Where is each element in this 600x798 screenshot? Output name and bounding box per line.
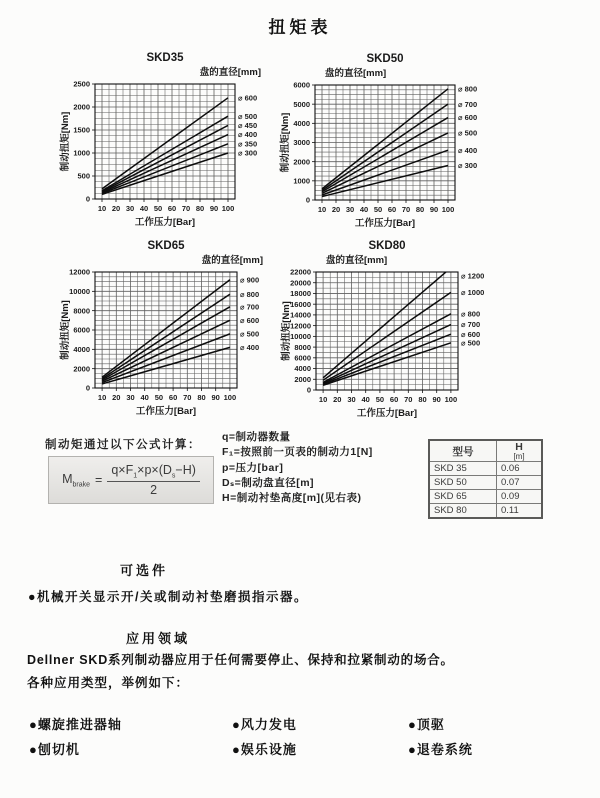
example-wind-power: ●风力发电 bbox=[232, 717, 297, 732]
svg-text:22000: 22000 bbox=[290, 267, 311, 277]
legend-line-h: H=制动衬垫高度[m](见右表) bbox=[222, 492, 362, 505]
svg-text:16000: 16000 bbox=[290, 299, 311, 309]
svg-text:10: 10 bbox=[317, 205, 327, 214]
formula-lhs: $M_{brake}$ bbox=[62, 471, 91, 489]
svg-text:⌀ 700: ⌀ 700 bbox=[461, 320, 481, 330]
brake-torque-formula bbox=[48, 456, 214, 504]
svg-text:⌀ 500: ⌀ 500 bbox=[238, 111, 258, 121]
svg-text:20: 20 bbox=[112, 393, 121, 402]
svg-text:50: 50 bbox=[153, 204, 163, 213]
svg-text:6000: 6000 bbox=[73, 325, 90, 335]
svg-text:⌀ 500: ⌀ 500 bbox=[458, 128, 478, 138]
svg-text:90: 90 bbox=[209, 204, 219, 213]
svg-text:8000: 8000 bbox=[294, 342, 311, 352]
svg-text:10: 10 bbox=[318, 395, 328, 404]
svg-text:12000: 12000 bbox=[290, 321, 311, 331]
svg-text:⌀ 450: ⌀ 450 bbox=[238, 121, 258, 130]
svg-text:20: 20 bbox=[331, 205, 341, 214]
svg-text:50: 50 bbox=[154, 393, 164, 402]
svg-text:5000: 5000 bbox=[293, 99, 310, 109]
svg-text:10: 10 bbox=[97, 204, 107, 213]
svg-text:60: 60 bbox=[389, 395, 399, 404]
svg-text:70: 70 bbox=[181, 204, 191, 213]
h-cell: 0.06 bbox=[497, 462, 543, 476]
svg-text:⌀ 600: ⌀ 600 bbox=[240, 315, 260, 325]
svg-text:500: 500 bbox=[77, 171, 90, 181]
svg-text:100: 100 bbox=[221, 204, 235, 213]
svg-text:⌀ 1000: ⌀ 1000 bbox=[461, 287, 485, 297]
example-planer: ●刨切机 bbox=[29, 742, 80, 757]
applications-description: Dellner SKD系列制动器应用于任何需要停止、保持和拉紧制动的场合。 bbox=[27, 653, 454, 667]
svg-text:0: 0 bbox=[305, 195, 310, 205]
legend-line-f1: F₁=按照前一页表的制动力1[N] bbox=[222, 446, 373, 459]
svg-text:40: 40 bbox=[140, 393, 149, 402]
svg-text:30: 30 bbox=[125, 204, 135, 213]
page-title: 扭矩表 bbox=[268, 18, 332, 37]
formula-equals: = bbox=[95, 473, 103, 487]
h-cell: 0.11 bbox=[497, 504, 543, 519]
svg-text:80: 80 bbox=[418, 395, 427, 404]
table-header-row bbox=[429, 440, 542, 462]
svg-text:20: 20 bbox=[333, 395, 342, 404]
svg-text:⌀ 600: ⌀ 600 bbox=[458, 113, 478, 123]
svg-text:盘的直径[mm]: 盘的直径[mm] bbox=[201, 255, 263, 266]
example-unwinding: ●退卷系统 bbox=[408, 742, 473, 757]
formula-variable-legend bbox=[222, 430, 373, 506]
optional-parts-item: ●机械开关显示开/关或制动衬垫磨损指示器。 bbox=[28, 590, 309, 604]
svg-text:30: 30 bbox=[347, 395, 356, 404]
svg-text:6000: 6000 bbox=[293, 80, 310, 90]
legend-line-q: q=制动器数量 bbox=[222, 431, 291, 443]
svg-text:40: 40 bbox=[139, 204, 149, 213]
svg-text:30: 30 bbox=[345, 205, 355, 214]
svg-text:10: 10 bbox=[97, 393, 107, 402]
svg-text:0: 0 bbox=[306, 385, 311, 395]
svg-text:2000: 2000 bbox=[294, 374, 311, 384]
svg-text:2000: 2000 bbox=[73, 364, 90, 374]
model-cell: SKD 50 bbox=[429, 476, 497, 490]
svg-text:制动扭矩[Nm]: 制动扭矩[Nm] bbox=[60, 111, 71, 172]
model-cell: SKD 80 bbox=[429, 504, 497, 519]
svg-text:80: 80 bbox=[415, 205, 425, 214]
example-top-drive: ●顶驱 bbox=[408, 717, 445, 732]
svg-text:盘的直径[mm]: 盘的直径[mm] bbox=[325, 68, 387, 79]
svg-text:⌀ 600: ⌀ 600 bbox=[461, 329, 481, 339]
applications-heading: 应用领域 bbox=[126, 631, 191, 646]
svg-text:⌀ 800: ⌀ 800 bbox=[240, 289, 260, 299]
svg-text:50: 50 bbox=[375, 395, 385, 404]
svg-text:100: 100 bbox=[223, 393, 237, 402]
svg-text:⌀ 350: ⌀ 350 bbox=[238, 139, 258, 149]
svg-text:12000: 12000 bbox=[69, 267, 90, 277]
svg-text:90: 90 bbox=[429, 205, 439, 214]
svg-text:80: 80 bbox=[197, 393, 206, 402]
formula-numerator: $q\times F_1\times p\times(D_s-H)$ bbox=[107, 463, 200, 483]
legend-line-p: p=压力[bar] bbox=[222, 461, 284, 474]
svg-text:0: 0 bbox=[85, 194, 90, 204]
svg-text:⌀ 1200: ⌀ 1200 bbox=[461, 271, 485, 281]
svg-text:制动扭矩[Nm]: 制动扭矩[Nm] bbox=[281, 301, 292, 361]
chart-skd50 bbox=[267, 45, 499, 251]
svg-text:工作压力[Bar]: 工作压力[Bar] bbox=[356, 408, 418, 419]
svg-text:⌀ 600: ⌀ 600 bbox=[238, 93, 258, 103]
svg-text:制动扭矩[Nm]: 制动扭矩[Nm] bbox=[280, 112, 291, 173]
svg-text:14000: 14000 bbox=[290, 310, 311, 320]
svg-text:100: 100 bbox=[444, 395, 458, 404]
svg-text:10000: 10000 bbox=[290, 332, 311, 342]
optional-parts-heading: 可选件 bbox=[120, 563, 169, 578]
svg-text:盘的直径[mm]: 盘的直径[mm] bbox=[199, 67, 261, 78]
svg-text:⌀ 300: ⌀ 300 bbox=[238, 148, 258, 158]
model-cell: SKD 65 bbox=[429, 490, 497, 504]
svg-text:SKD35: SKD35 bbox=[146, 52, 184, 64]
chart-skd65 bbox=[47, 232, 281, 439]
table-row bbox=[429, 504, 542, 519]
svg-text:4000: 4000 bbox=[294, 364, 311, 374]
h-cell: 0.07 bbox=[497, 476, 543, 490]
table-row bbox=[429, 476, 542, 490]
svg-text:盘的直径[mm]: 盘的直径[mm] bbox=[326, 255, 388, 266]
svg-text:90: 90 bbox=[211, 393, 220, 402]
example-amusement: ●娱乐设施 bbox=[232, 742, 297, 757]
chart-canvas-skd65 bbox=[47, 232, 281, 434]
svg-text:⌀ 800: ⌀ 800 bbox=[458, 84, 478, 94]
formula-denominator: 2 bbox=[150, 483, 158, 498]
svg-text:30: 30 bbox=[126, 393, 135, 402]
h-cell: 0.09 bbox=[497, 490, 543, 504]
svg-text:40: 40 bbox=[359, 205, 369, 214]
svg-text:工作压力[Bar]: 工作压力[Bar] bbox=[134, 217, 196, 228]
svg-text:⌀ 700: ⌀ 700 bbox=[458, 99, 478, 109]
svg-text:10000: 10000 bbox=[69, 287, 90, 297]
svg-text:⌀ 400: ⌀ 400 bbox=[240, 343, 260, 352]
model-cell: SKD 35 bbox=[429, 462, 497, 476]
svg-text:⌀ 300: ⌀ 300 bbox=[458, 161, 478, 171]
formula-fraction bbox=[107, 463, 200, 498]
svg-text:80: 80 bbox=[195, 204, 205, 213]
svg-text:工作压力[Bar]: 工作压力[Bar] bbox=[354, 218, 416, 229]
svg-text:18000: 18000 bbox=[290, 289, 311, 299]
svg-text:SKD50: SKD50 bbox=[366, 53, 404, 65]
svg-text:20: 20 bbox=[111, 204, 121, 213]
svg-text:40: 40 bbox=[361, 395, 370, 404]
svg-text:⌀ 900: ⌀ 900 bbox=[240, 275, 260, 285]
svg-text:2500: 2500 bbox=[73, 79, 90, 89]
svg-text:2000: 2000 bbox=[73, 102, 90, 112]
svg-text:⌀ 400: ⌀ 400 bbox=[238, 130, 258, 140]
applications-examples-intro: 各种应用类型，举例如下： bbox=[27, 676, 190, 690]
chart-canvas-skd35 bbox=[47, 44, 279, 245]
svg-text:⌀ 500: ⌀ 500 bbox=[461, 338, 481, 348]
svg-text:1000: 1000 bbox=[73, 148, 90, 158]
example-propeller-shaft: ●螺旋推进器轴 bbox=[29, 717, 122, 732]
table-row bbox=[429, 490, 542, 504]
svg-text:制动扭矩[Nm]: 制动扭矩[Nm] bbox=[60, 300, 71, 360]
svg-text:⌀ 700: ⌀ 700 bbox=[240, 302, 260, 312]
table-row bbox=[429, 462, 542, 476]
svg-text:60: 60 bbox=[168, 393, 178, 402]
chart-canvas-skd80 bbox=[268, 232, 502, 436]
svg-text:4000: 4000 bbox=[293, 119, 310, 129]
formula-intro-text: 制动矩通过以下公式计算： bbox=[45, 439, 201, 451]
svg-text:SKD65: SKD65 bbox=[147, 240, 185, 252]
svg-text:1000: 1000 bbox=[293, 176, 310, 186]
svg-text:6000: 6000 bbox=[294, 353, 311, 363]
col-header-model: 型号 bbox=[429, 440, 497, 462]
svg-text:工作压力[Bar]: 工作压力[Bar] bbox=[135, 406, 197, 417]
svg-text:100: 100 bbox=[441, 205, 455, 214]
svg-text:2000: 2000 bbox=[293, 157, 310, 167]
svg-text:⌀ 400: ⌀ 400 bbox=[458, 145, 478, 155]
svg-text:50: 50 bbox=[373, 205, 383, 214]
svg-text:60: 60 bbox=[387, 205, 397, 214]
svg-text:70: 70 bbox=[404, 395, 413, 404]
svg-text:3000: 3000 bbox=[293, 138, 310, 148]
chart-skd80 bbox=[268, 232, 502, 441]
svg-text:4000: 4000 bbox=[73, 345, 90, 355]
svg-text:SKD80: SKD80 bbox=[368, 240, 406, 252]
col-header-h: H [m] bbox=[497, 440, 543, 462]
legend-line-ds: Dₛ=制动盘直径[m] bbox=[222, 476, 315, 489]
svg-text:90: 90 bbox=[432, 395, 441, 404]
chart-canvas-skd50 bbox=[267, 45, 499, 246]
svg-text:⌀ 500: ⌀ 500 bbox=[240, 329, 260, 339]
svg-text:⌀ 800: ⌀ 800 bbox=[461, 309, 481, 319]
svg-text:20000: 20000 bbox=[290, 278, 311, 288]
svg-text:60: 60 bbox=[167, 204, 177, 213]
svg-text:70: 70 bbox=[401, 205, 411, 214]
pad-height-table bbox=[428, 439, 543, 519]
svg-text:70: 70 bbox=[183, 393, 192, 402]
svg-text:8000: 8000 bbox=[73, 306, 90, 316]
svg-text:0: 0 bbox=[85, 383, 90, 393]
chart-skd35 bbox=[47, 44, 279, 250]
svg-text:1500: 1500 bbox=[73, 125, 90, 135]
